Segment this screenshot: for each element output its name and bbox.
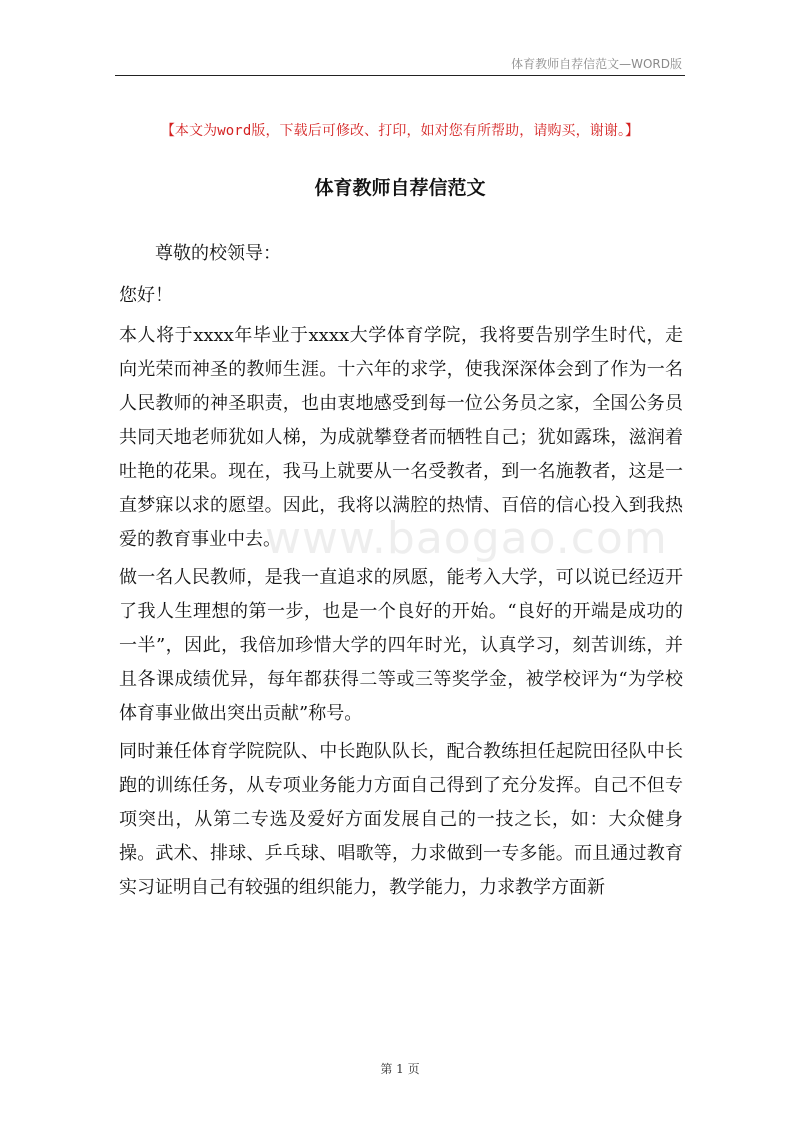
paragraph-2: 做一名人民教师，是我一直追求的夙愿，能考入大学，可以说已经迈开了我人生理想的第一步，也是一个良好的开始。“良好的开端是成功的一半”，因此，我倍加珍惜大学的四年时光，认真学习，刻苦训练，并且各课成绩优异，每年都获得二等或三等奖学金，被学校评为“为学校体育事业做出突出贡献”称号。 [119, 567, 683, 724]
page-header-text: 体育教师自荐信范文—WORD版 [511, 57, 682, 71]
paragraph-1: 本人将于xxxx年毕业于xxxx大学体育学院，我将要告别学生时代，走向光荣而神圣的教师生涯。十六年的求学，使我深深体会到了作为一名人民教师的神圣职责，也由衷地感受到每一位公务员之家，全国公务员共同天地老师犹如人梯，为成就攀登者而牺牲自己；犹如露珠，滋润着吐艳的花果。现在，我马上就要从一名受教者，到一名施教者，这是一直梦寐以求的愿望。因此，我将以满腔的热情、百倍的信心投入到我热爱的教育事业中去。 [119, 325, 683, 550]
salutation: 尊敬的校领导： [155, 243, 281, 264]
watermark: www.baogao.com [265, 513, 668, 564]
purchase-notice: 【本文为word版，下载后可修改、打印，如对您有所帮助，请购买，谢谢。】 [160, 123, 640, 139]
document-title: 体育教师自荐信范文 [314, 177, 486, 199]
letter-body [119, 237, 683, 909]
page-number: 第 1 页 [380, 1062, 420, 1076]
paragraph-3: 同时兼任体育学院院队、中长跑队队长，配合教练担任起院田径队中长跑的训练任务，从专项业务能力方面自己得到了充分发挥。自己不但专项突出，从第二专选及爱好方面发展自己的一技之长，如：大众健身操。武术、排球、乒乓球、唱歌等，力求做到一专多能。而且通过教育实习证明自己有较强的组织能力，教学能力，力求教学方面新 [119, 741, 683, 898]
greeting: 您好！ [119, 285, 173, 306]
header-divider [115, 75, 685, 76]
